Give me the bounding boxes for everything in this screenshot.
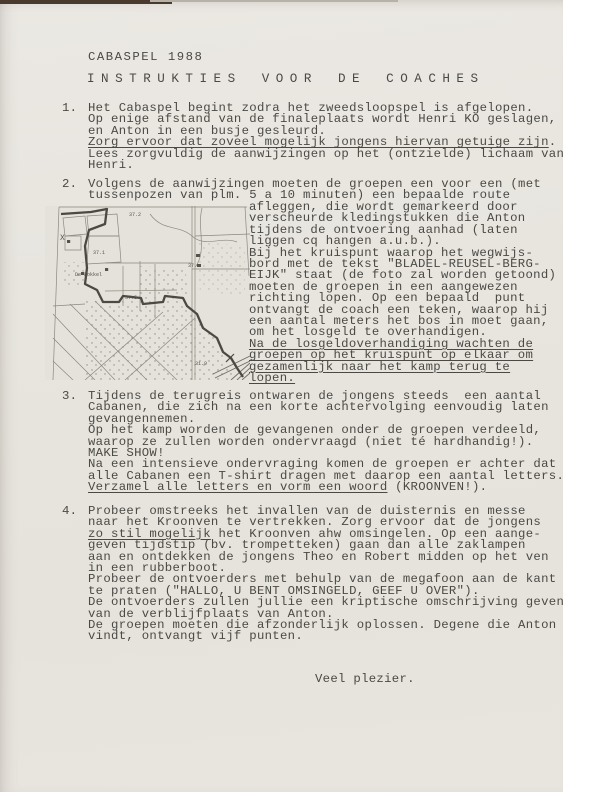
text-line: liggen cq hangen a.u.b.).: [249, 234, 441, 249]
text-line: Verzamel alle letters en vorm een woord (KROONVEN!).: [88, 480, 488, 495]
item-number: 2.: [62, 177, 78, 191]
text-line: alle Cabanen een T-shirt dragen met daarop een aantal letters.: [88, 468, 565, 483]
text-line: Probeer omstreeks het invallen van de duisternis en messe: [88, 504, 526, 518]
map-label-371: 37.1: [93, 250, 106, 256]
doc-subtitle: INSTRUKTIES VOOR DE COACHES: [87, 72, 485, 86]
text-line: Cabanen, die zich na een korte achtervolging eenvoudig laten: [88, 400, 549, 415]
text-line: Op enige afstand van de finaleplaats wordt Henri KO geslagen,: [88, 112, 557, 127]
map-mark-x: X: [60, 234, 65, 243]
item-text: [88, 179, 554, 202]
text-line: Lees zorgvuldig de aanwijzingen op het (ontzielde) lichaam van: [88, 146, 565, 161]
text-line: De groepen moeten die afzonderlijk oplossen. Degene die Anton: [88, 618, 557, 633]
text-line: naar het Kroonven te vertrekken. Zorg ervoor dat de jongens: [88, 515, 542, 530]
text-line: Tijdens de terugreis ontwaren de jongens steeds een aantal: [88, 389, 542, 403]
item-number: 1.: [62, 101, 78, 115]
item-text: [88, 101, 565, 173]
map-label-place: De Bokkel: [75, 272, 103, 278]
scan-background: [563, 0, 612, 792]
text-line: een aantal meters het bos in moet gaan,: [249, 314, 549, 329]
text-line: De ontvoerders zullen jullie een kriptische omschrijving geven: [88, 595, 565, 610]
map-label-372: 37.2: [129, 212, 142, 218]
text-line: bord met de tekst "BLADEL-REUSEL-BERG-: [249, 257, 541, 272]
closing-line: Veel plezier.: [315, 672, 415, 686]
text-line: Na een intensieve ondervraging komen de groepen er achter dat: [88, 457, 557, 472]
text-line: zo stil mogelijk het Kroonven ahw omsingelen. Op een aange-: [88, 526, 542, 541]
text-line: lopen.: [249, 371, 296, 386]
text-line: van de verblijfplaats van Anton.: [88, 606, 334, 621]
text-line: te praten ("HALLO, U BENT OMSINGELD, GEEF U OVER").: [88, 583, 480, 598]
text-line: tussenpozen van plm. 5 a 10 minuten) een bepaalde route: [88, 188, 511, 203]
text-line: groepen op het kruispunt op elkaar om: [249, 348, 534, 363]
map-label-319: 31.9: [195, 361, 208, 367]
text-line: Volgens de aanwijzingen moeten de groepen een voor een (met: [88, 177, 542, 191]
item-number: 4.: [62, 504, 78, 518]
text-line: geven tijdstip (bv. trompetteken) gaan dan alle zaklampen: [88, 538, 526, 553]
text-line: Henri.: [88, 158, 135, 173]
item2-wrapped-text: [249, 200, 557, 386]
text-line: Probeer de ontvoerders met behulp van de megafoon aan de kant: [88, 572, 557, 587]
text-line: MAKE SHOW!: [88, 446, 165, 461]
text-line: om het losgeld te overhandigen.: [249, 325, 488, 340]
text-line: ontvangt de coach een teken, waarop hij: [249, 302, 549, 317]
text-line: aan en ontdekken de jongens Theo en Robert midden op het ven: [88, 549, 549, 564]
text-line: en Anton in een busje gesleurd.: [88, 123, 327, 138]
text-line: EIJK" staat (de foto zal worden getoond): [249, 268, 557, 283]
text-line: Het Cabaspel begint zodra het zweedsloopspel is afgelopen.: [88, 101, 534, 115]
route-map-svg: [45, 206, 250, 380]
text-line: moeten de groepen in een aangewezen: [249, 279, 518, 294]
text-line: afleggen, die wordt gemarkeerd door: [249, 200, 518, 214]
item-text: [88, 389, 565, 495]
text-line: gevangennemen.: [88, 411, 196, 426]
text-line: vindt, ontvangt vijf punten.: [88, 629, 304, 644]
text-line: verscheurde kledingstukken die Anton: [249, 211, 526, 226]
map-label-37: 37.: [188, 263, 198, 269]
doc-title: CABASPEL 1988: [88, 50, 204, 64]
text-line: in een rubberboot.: [88, 561, 227, 576]
text-line: Bij het kruispunt waarop het wegwijs-: [249, 245, 534, 260]
route-map: [45, 206, 250, 380]
text-line: gezamenlijk naar het kamp terug te: [249, 359, 511, 374]
text-line: tijdens de ontvoering aanhad (laten: [249, 222, 518, 237]
text-line: richting lopen. Op een bepaald punt: [249, 291, 526, 306]
item-text: [88, 504, 565, 644]
text-line: Zorg ervoor dat zoveel mogelijk jongens hiervan getuige zijn.: [88, 135, 557, 150]
text-line: waarop ze zullen worden ondervraagd (niet té hardhandig!).: [88, 434, 534, 449]
item-number: 3.: [62, 389, 78, 403]
text-line: Op het kamp worden de gevangenen onder de groepen verdeeld,: [88, 423, 542, 438]
text-line: Na de losgeldoverhandiging wachten de: [249, 336, 534, 351]
map-label-375: 37.5: [125, 295, 138, 301]
